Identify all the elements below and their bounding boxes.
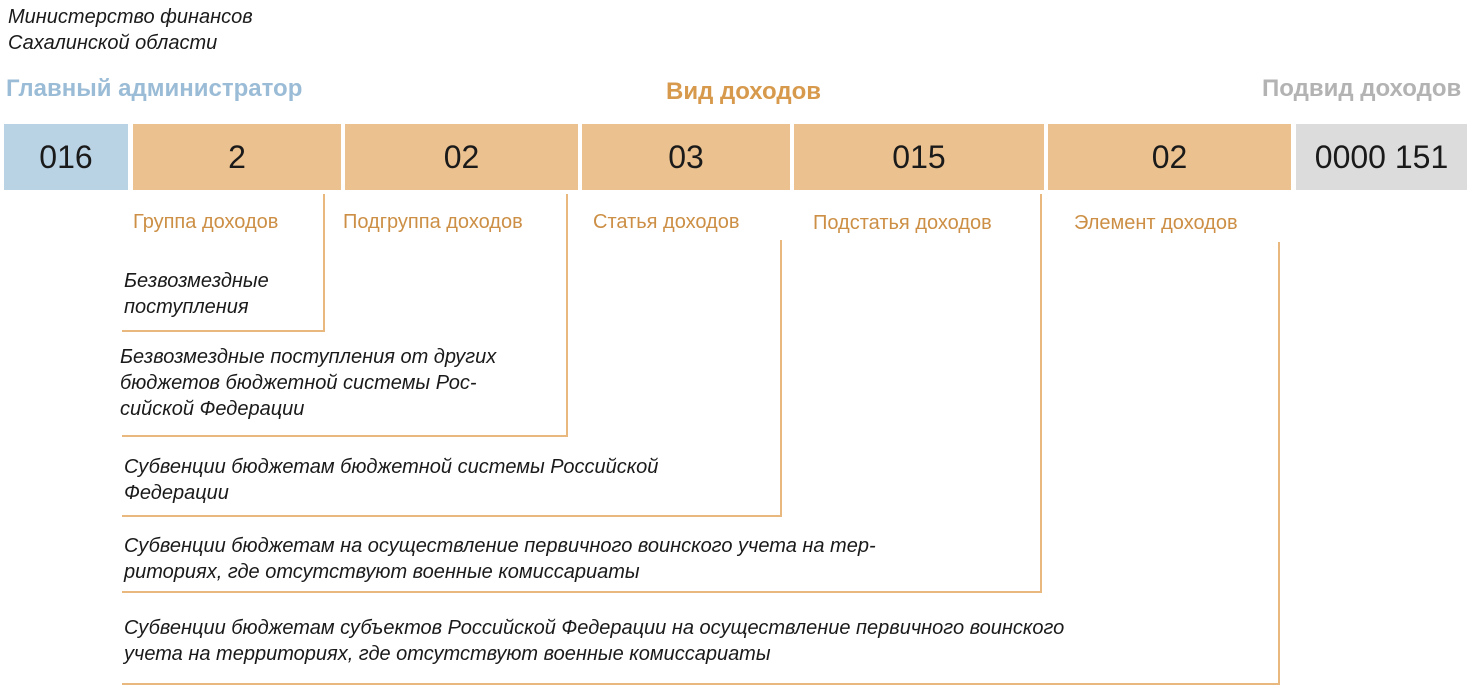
connector-article-vertical xyxy=(780,240,782,517)
description-group-line-2: поступления xyxy=(124,296,249,318)
code-segment-subgroup: 02 xyxy=(345,124,578,190)
description-group xyxy=(124,268,269,320)
connector-element-vertical xyxy=(1278,242,1280,685)
label-income-article: Статья доходов xyxy=(593,211,740,233)
label-income-group: Группа доходов xyxy=(133,211,279,233)
description-subarticle xyxy=(124,533,876,585)
code-segment-subarticle: 015 xyxy=(794,124,1044,190)
connector-subarticle-vertical xyxy=(1040,194,1042,593)
ministry-line-1: Министерство финансов xyxy=(8,6,253,28)
connector-subgroup-horizontal xyxy=(122,435,568,437)
description-article-line-2: Федерации xyxy=(124,482,229,504)
description-subarticle-line-2: риториях, где отсутствуют военные комиссариаты xyxy=(124,561,640,583)
code-segment-group: 2 xyxy=(133,124,341,190)
header-income-type: Вид доходов xyxy=(666,78,822,105)
ministry-line-2: Сахалинской области xyxy=(8,32,218,54)
connector-subarticle-horizontal xyxy=(122,591,1042,593)
description-group-line-1: Безвозмездные xyxy=(124,270,269,292)
description-subgroup-line-3: сийской Федерации xyxy=(120,398,305,420)
description-element-line-1: Субвенции бюджетам субъектов Российской Федерации на осуществление первичного воинского xyxy=(124,617,1065,639)
description-subarticle-line-1: Субвенции бюджетам на осуществление первичного воинского учета на тер- xyxy=(124,535,876,557)
description-subgroup xyxy=(120,344,496,422)
connector-group-vertical xyxy=(323,194,325,332)
header-main-administrator: Главный администратор xyxy=(6,75,303,102)
ministry-title xyxy=(8,4,253,56)
label-income-subgroup: Подгруппа доходов xyxy=(343,211,523,233)
code-segment-element: 02 xyxy=(1048,124,1291,190)
label-income-subarticle: Подстатья доходов xyxy=(813,212,992,234)
connector-subgroup-vertical xyxy=(566,194,568,437)
label-income-element: Элемент доходов xyxy=(1074,212,1238,234)
connector-element-horizontal xyxy=(122,683,1280,685)
description-article xyxy=(124,454,658,506)
description-element-line-2: учета на территориях, где отсутствуют военные комиссариаты xyxy=(124,643,771,665)
header-income-subtype: Подвид доходов xyxy=(1262,75,1462,102)
description-subgroup-line-1: Безвозмездные поступления от других xyxy=(120,346,497,368)
description-element xyxy=(124,615,1064,667)
description-article-line-1: Субвенции бюджетам бюджетной системы Российской xyxy=(124,456,659,478)
code-segment-article: 03 xyxy=(582,124,790,190)
connector-group-horizontal xyxy=(122,330,325,332)
code-segment-subtype: 0000 151 xyxy=(1296,124,1467,190)
description-subgroup-line-2: бюджетов бюджетной системы Рос- xyxy=(120,372,477,394)
code-segment-administrator: 016 xyxy=(4,124,128,190)
connector-article-horizontal xyxy=(122,515,782,517)
